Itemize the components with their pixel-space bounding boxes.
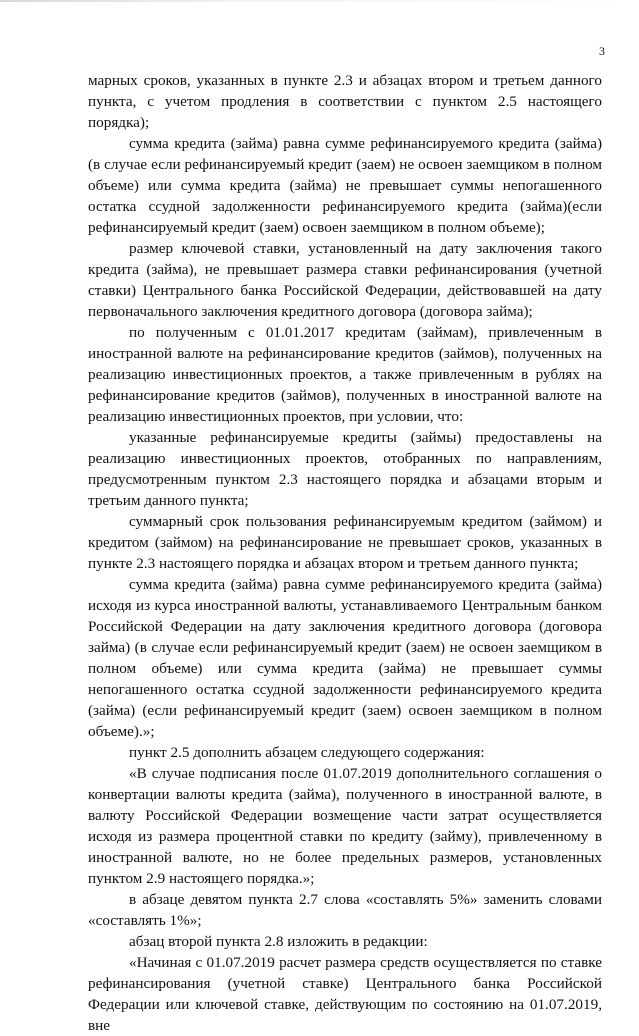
paragraph-3: размер ключевой ставки, установленный на дату заключения такого кредита (займа), не превышает размера ставки рефинансирования (учетной ставки) Центрального банка Российской Федерации, действовавшей на дату первоначального заключения кредитного договора (договора займа); [88,240,602,320]
paragraph-5: указанные рефинансируемые кредиты (займы) предоставлены на реализацию инвестиционных проектов, отобранных по направлениям, предусмотренным пунктом 2.3 настоящего порядка и абзацами вторым и третьим данного пункта; [88,429,602,509]
paragraph-10: в абзаце девятом пункта 2.7 слова «составлять 5%» заменить словами «составлять 1%»; [88,891,602,929]
paragraph-11: абзац второй пункта 2.8 изложить в редакции: [129,933,428,950]
paragraph-8: пункт 2.5 дополнить абзацем следующего содержания: [129,744,485,761]
paragraph-6: суммарный срок пользования рефинансируемым кредитом (займом) и кредитом (займом) на рефинансирование не превышает сроков, указанных в пункте 2.3 настоящего порядка и абзацах втором и третьем данного пункта; [88,513,602,572]
paragraph-9: «В случае подписания после 01.07.2019 дополнительного соглашения о конвертации валюты кредита (займа), полученного в иностранной валюте, в валюту Российской Федерации возмещение части затрат осуществляется исходя из размера процентной ставки по кредиту (займу), привлеченному в иностранной валюте, но не более предельных размеров, установленных пунктом 2.9 настоящего порядка.»; [88,765,602,887]
paragraph-2: сумма кредита (займа) равна сумме рефинансируемого кредита (займа) (в случае если рефинансируемый кредит (заем) не освоен заемщиком в полном объеме) или сумма кредита (займа) не превышает суммы непогашенного остатка ссудной задолженности рефинансируемого кредита (займа)(если рефинансируемый кредит (заем) освоен заемщиком в полном объеме); [88,135,602,236]
scan-edge [0,0,639,2]
page-number: 3 [599,44,605,58]
paragraph-1: марных сроков, указанных в пункте 2.3 и абзацах втором и третьем данного пункта, с учетом продления в соответствии с пунктом 2.5 настоящего порядка); [88,72,602,131]
document-body [88,70,602,1036]
paragraph-4: по полученным с 01.01.2017 кредитам (займам), привлеченным в иностранной валюте на рефинансирование кредитов (займов), полученных на реализацию инвестиционных проектов, а также привлеченным в рублях на рефинансирование кредитов (займов), полученных в иностранной валюте на реализацию инвестиционных проектов, при условии, что: [88,324,602,425]
paragraph-12: «Начиная с 01.07.2019 расчет размера средств осуществляется по ставке рефинансирования (учетной ставке) Центрального банка Российской Федерации или ключевой ставке, действующим по состоянию на 01.07.2019, вне [88,954,602,1034]
paragraph-7: сумма кредита (займа) равна сумме рефинансируемого кредита (займа) исходя из курса иностранной валюты, устанавливаемого Центральным банком Российской Федерации на дату заключения кредитного договора (договора займа) (в случае если рефинансируемый кредит (заем) не освоен заемщиком в полном объеме) или сумма кредита (займа) не превышает суммы непогашенного остатка ссудной задолженности рефинансируемого кредита (займа) (если рефинансируемый кредит (заем) освоен заемщиком в полном объеме).»; [88,576,602,740]
